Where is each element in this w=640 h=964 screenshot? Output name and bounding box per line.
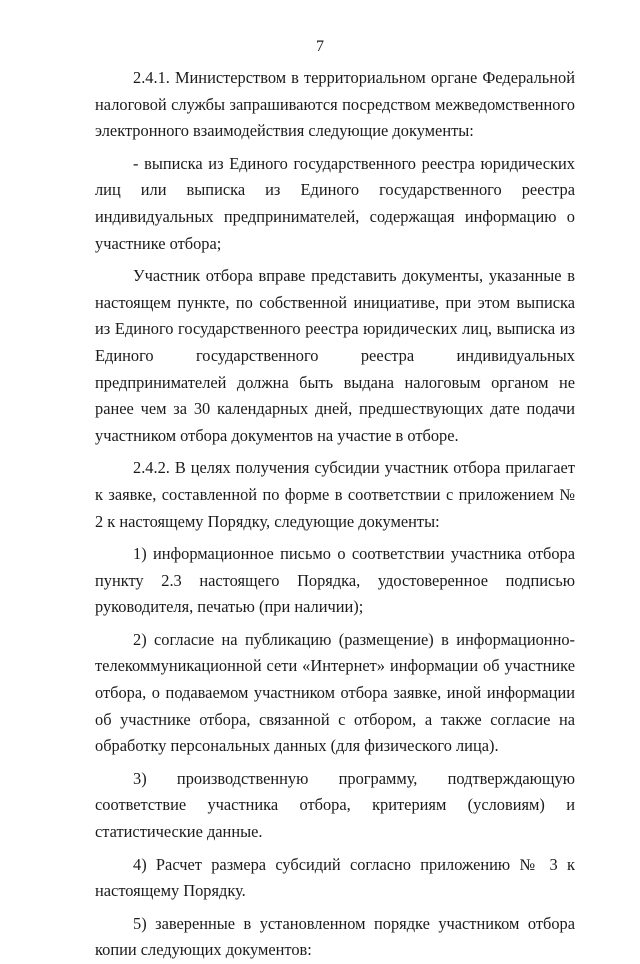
paragraph-participant-right: Участник отбора вправе представить документы, указанные в настоящем пункте, по собственной инициативе, при этом выписка из Единого государственного реестра юридических лиц, выписка из Единого государственного реестра индивидуальных предпринимателей должна быть выдана налоговым органом не ранее чем за 30 календарных дней, предшествующих дате подачи участником отбора документов на участие в отборе. [95, 266, 575, 445]
list-item-4: 4) Расчет размера субсидий согласно приложению № 3 к настоящему Порядку. [95, 854, 575, 901]
list-item-3: 3) производственную программу, подтверждающую соответствие участника отбора, критериям (условиям) и статистические данные. [95, 768, 575, 842]
list-item-1: 1) информационное письмо о соответствии участника отбора пункту 2.3 настоящего Порядка, удостоверенное подписью руководителя, печатью (при наличии); [95, 544, 575, 617]
document-body [95, 65, 575, 964]
list-item-5: 5) заверенные в установленном порядке участником отбора копии следующих документов: [95, 913, 575, 960]
list-item-2: 2) согласие на публикацию (размещение) в информационно-телекоммуникационной сети «Интернет» информации об участнике отбора, о подаваемом участником отбора заявке, иной информации об участнике отбора, связанной с отбором, а также согласие на обработку персональных данных (для физического лица). [95, 629, 575, 756]
paragraph-egrul-extract: - выписка из Единого государственного реестра юридических лиц или выписка из Единого государственного реестра индивидуальных предпринимателей, содержащая информацию о участнике отбора; [95, 153, 575, 253]
paragraph-2-4-2: 2.4.2. В целях получения субсидии участник отбора прилагает к заявке, составленной по форме в соответствии с приложением № 2 к настоящему Порядку, следующие документы: [95, 458, 575, 531]
page-number: 7 [316, 38, 324, 55]
paragraph-2-4-1: 2.4.1. Министерством в территориальном органе Федеральной налоговой службы запрашиваются посредством межведомственного электронного взаимодействия следующие документы: [95, 68, 575, 141]
